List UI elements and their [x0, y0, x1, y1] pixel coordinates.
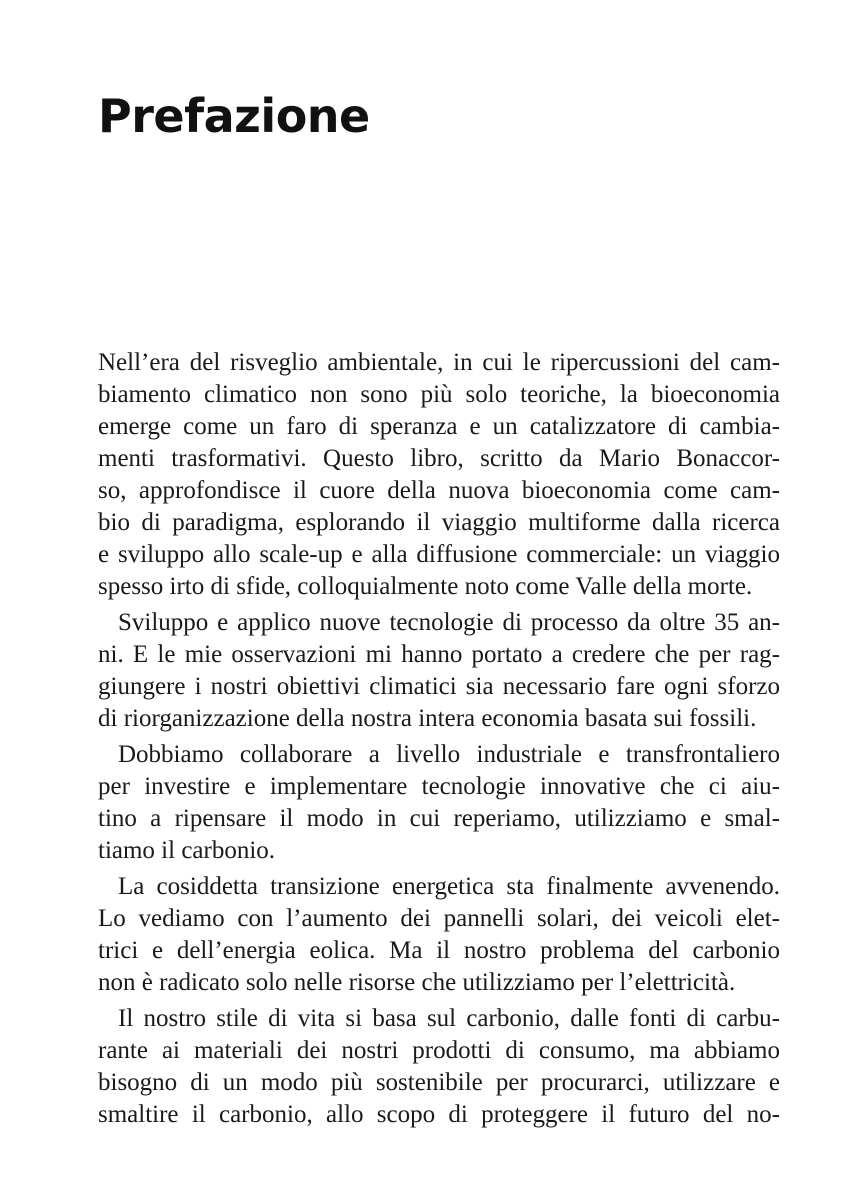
text-line: non è radicato solo nelle risorse che utilizziamo per l’elettricità. — [98, 969, 736, 996]
paragraph — [98, 1003, 780, 1131]
text-line: Sviluppo e applico nuove tecnologie di processo da oltre 35 an- — [118, 609, 780, 636]
chapter-title: Prefazione — [98, 89, 370, 143]
chapter-body — [98, 347, 780, 1135]
text-line: so, approfondisce il cuore della nuova bioeconomia come cam- — [98, 477, 780, 504]
text-line: giungere i nostri obiettivi climatici sia necessario fare ogni sforzo — [98, 673, 780, 700]
text-line: emerge come un faro di speranza e un catalizzatore di cambia- — [98, 413, 780, 440]
text-line: Lo vediamo con l’aumento dei pannelli solari, dei veicoli elet- — [98, 905, 780, 932]
text-line: La cosiddetta transizione energetica sta finalmente avvenendo. — [118, 873, 780, 900]
paragraph — [98, 871, 780, 999]
text-line: e sviluppo allo scale-up e alla diffusione commerciale: un viaggio — [98, 541, 780, 568]
text-line: tiamo il carbonio. — [98, 837, 276, 864]
text-line: bio di paradigma, esplorando il viaggio multiforme dalla ricerca — [98, 509, 780, 536]
text-line: menti trasformativi. Questo libro, scritto da Mario Bonaccor- — [98, 445, 780, 472]
text-line: smaltire il carbonio, allo scopo di proteggere il futuro del no- — [98, 1101, 780, 1128]
text-line: Nell’era del risveglio ambientale, in cui le ripercussioni del cam- — [98, 349, 780, 376]
paragraph — [98, 607, 780, 735]
text-line: Il nostro stile di vita si basa sul carbonio, dalle fonti di carbu- — [118, 1005, 780, 1032]
text-line: biamento climatico non sono più solo teoriche, la bioeconomia — [98, 381, 780, 408]
text-line: tino a ripensare il modo in cui reperiamo, utilizziamo e smal- — [98, 805, 780, 832]
text-line: spesso irto di sfide, colloquialmente noto come Valle della morte. — [98, 573, 753, 600]
text-line: rante ai materiali dei nostri prodotti di consumo, ma abbiamo — [98, 1037, 780, 1064]
text-line: per investire e implementare tecnologie innovative che ci aiu- — [98, 773, 780, 800]
text-line: di riorganizzazione della nostra intera economia basata sui fossili. — [98, 705, 757, 732]
paragraph — [98, 347, 780, 603]
text-line: Dobbiamo collaborare a livello industriale e transfrontaliero — [118, 741, 780, 768]
text-line: trici e dell’energia eolica. Ma il nostro problema del carbonio — [98, 937, 780, 964]
text-line: bisogno di un modo più sostenibile per procurarci, utilizzare e — [98, 1069, 780, 1096]
text-line: ni. E le mie osservazioni mi hanno portato a credere che per rag- — [98, 641, 780, 668]
paragraph — [98, 739, 780, 867]
